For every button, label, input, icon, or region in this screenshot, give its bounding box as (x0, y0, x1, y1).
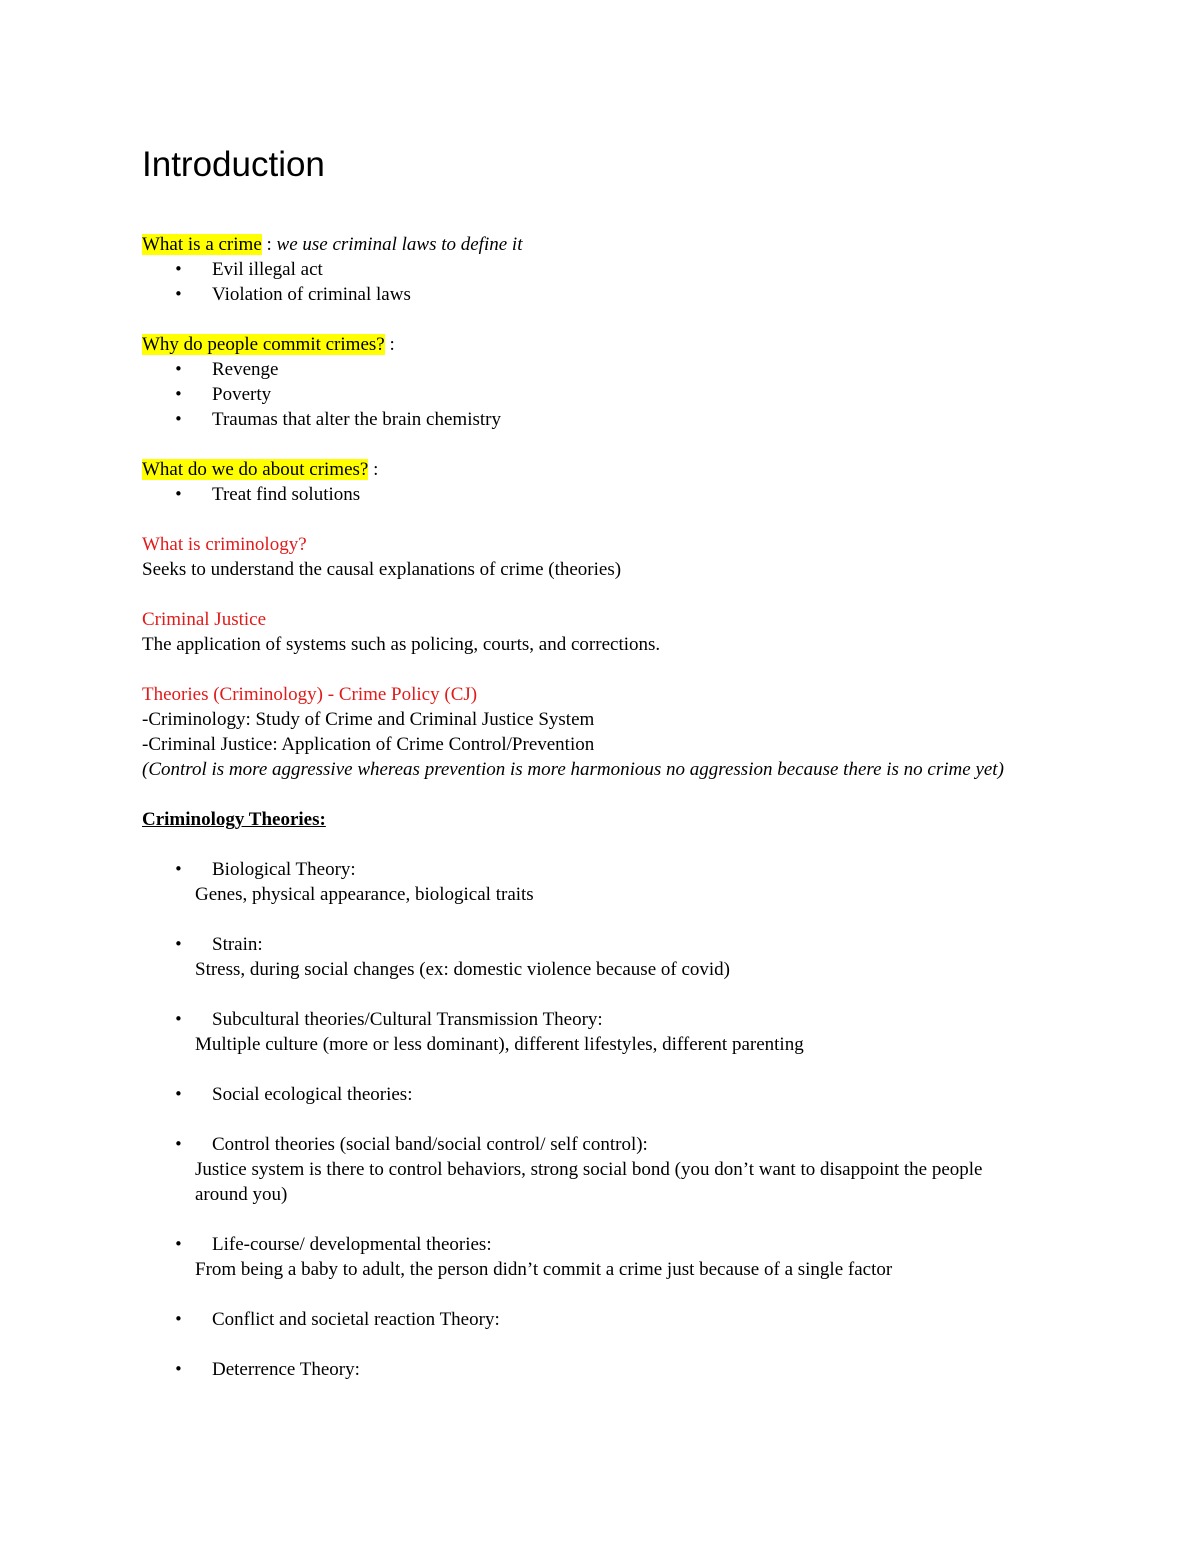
list-item (142, 407, 1042, 432)
theory-name: Social ecological theories: (212, 1084, 413, 1105)
body-text: The application of systems such as policing, courts, and corrections. (142, 634, 661, 655)
question-line (142, 332, 1042, 357)
bullet-icon: • (174, 1235, 183, 1253)
theory-item (142, 1357, 1042, 1382)
list-item-text: Evil illegal act (212, 259, 323, 280)
red-heading: Criminal Justice (142, 609, 267, 630)
list-item (142, 257, 1042, 282)
section-theories-policy (142, 682, 1042, 782)
bullet-icon: • (174, 1010, 183, 1028)
theory-name: Control theories (social band/social control/ self control): (212, 1134, 648, 1155)
highlighted-question: Why do people commit crimes? (142, 334, 385, 355)
theory-description: From being a baby to adult, the person didn’t commit a crime just because of a single factor (195, 1259, 893, 1280)
theory-item (142, 857, 1042, 907)
separator: : (261, 234, 277, 255)
theory-item (142, 1232, 1042, 1282)
theory-description: Stress, during social changes (ex: domestic violence because of covid) (195, 959, 730, 980)
list-item-text: Treat find solutions (212, 484, 361, 505)
bullet-list (142, 357, 1042, 432)
highlighted-question: What is a crime (142, 234, 262, 255)
section-criminal-justice (142, 607, 1042, 657)
separator: : (384, 334, 395, 355)
theory-item (142, 1082, 1042, 1107)
theory-name: Strain: (212, 934, 263, 955)
section-what-do-about-crimes (142, 457, 1042, 507)
page-title: Introduction (142, 145, 325, 184)
theory-name: Conflict and societal reaction Theory: (212, 1309, 500, 1330)
list-item-text: Poverty (212, 384, 272, 405)
theory-item (142, 932, 1042, 982)
bullet-icon: • (174, 360, 183, 378)
question-line (142, 457, 1042, 482)
list-item (142, 357, 1042, 382)
body-text: -Criminology: Study of Crime and Criminal Justice System (142, 709, 595, 730)
highlighted-question: What do we do about crimes? (142, 459, 369, 480)
red-heading: What is criminology? (142, 534, 307, 555)
bullet-icon: • (174, 385, 183, 403)
question-line (142, 232, 1042, 257)
list-item (142, 482, 1042, 507)
theory-description: Justice system is there to control behaviors, strong social bond (you don’t want to disappoint the people around you) (195, 1159, 983, 1205)
bullet-icon: • (174, 260, 183, 278)
criminology-theories-heading: Criminology Theories: (142, 809, 326, 830)
separator: : (368, 459, 379, 480)
theory-name: Deterrence Theory: (212, 1359, 360, 1380)
theory-item (142, 1307, 1042, 1332)
bullet-icon: • (174, 485, 183, 503)
italic-note: (Control is more aggressive whereas prevention is more harmonious no aggression because there is no crime yet) (142, 759, 1004, 780)
section-why-crimes (142, 332, 1042, 432)
section-criminology (142, 532, 1042, 582)
body-text: -Criminal Justice: Application of Crime Control/Prevention (142, 734, 595, 755)
document-content (142, 143, 1042, 1407)
list-item (142, 382, 1042, 407)
section-what-is-crime (142, 232, 1042, 307)
bullet-icon: • (174, 860, 183, 878)
theories-list (142, 857, 1042, 1382)
theory-description: Multiple culture (more or less dominant), different lifestyles, different parenting (195, 1034, 804, 1055)
bullet-list (142, 482, 1042, 507)
list-item-text: Violation of criminal laws (212, 284, 411, 305)
theory-item (142, 1132, 1042, 1207)
answer-text: we use criminal laws to define it (276, 234, 523, 255)
bullet-icon: • (174, 1360, 183, 1378)
list-item-text: Traumas that alter the brain chemistry (212, 409, 501, 430)
theory-description: Genes, physical appearance, biological traits (195, 884, 534, 905)
theory-item (142, 1007, 1042, 1057)
red-heading: Theories (Criminology) - Crime Policy (CJ) (142, 684, 478, 705)
bullet-list (142, 257, 1042, 307)
theory-name: Life-course/ developmental theories: (212, 1234, 492, 1255)
list-item (142, 282, 1042, 307)
bullet-icon: • (174, 935, 183, 953)
bullet-icon: • (174, 1135, 183, 1153)
bullet-icon: • (174, 285, 183, 303)
theory-name: Biological Theory: (212, 859, 356, 880)
bullet-icon: • (174, 1310, 183, 1328)
list-item-text: Revenge (212, 359, 279, 380)
body-text: Seeks to understand the causal explanations of crime (theories) (142, 559, 622, 580)
bullet-icon: • (174, 410, 183, 428)
bullet-icon: • (174, 1085, 183, 1103)
theory-name: Subcultural theories/Cultural Transmission Theory: (212, 1009, 603, 1030)
